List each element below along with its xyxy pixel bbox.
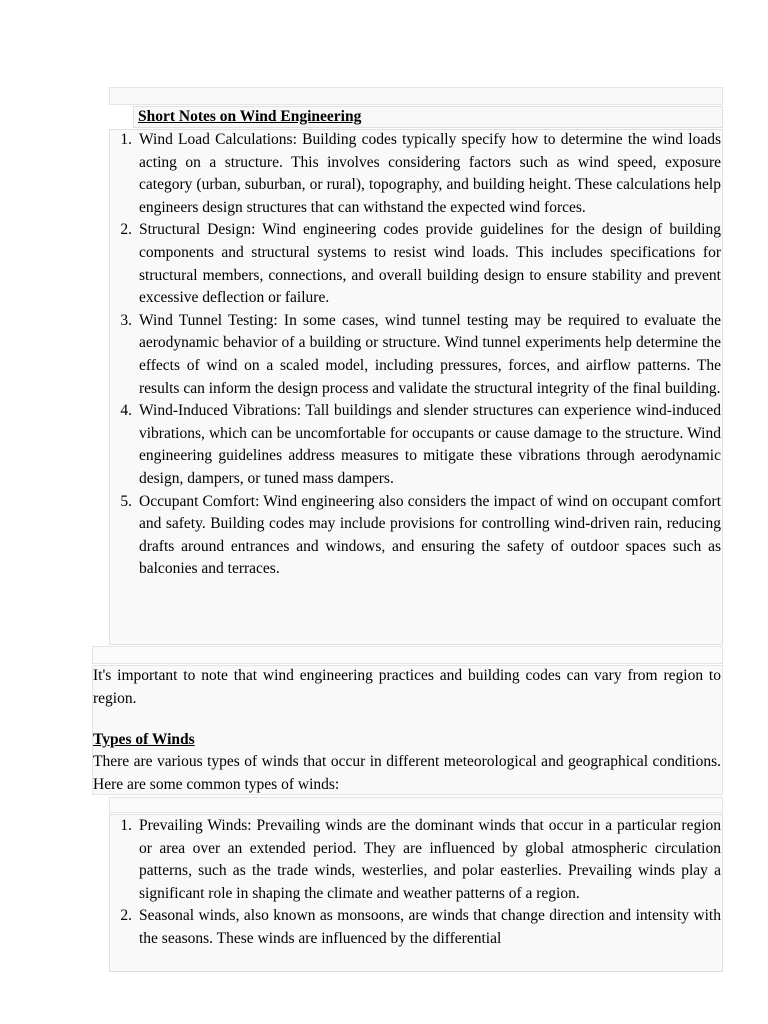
list-item-text: Wind Load Calculations: Building codes typically specify how to determine the wind loads acting on a structure. This involves considering factors such as wind speed, exposure category (urban, suburban, or rural), topography, and building height. These calculations help engineers design structures that can withstand the expected wind forces.	[139, 131, 721, 216]
gap-band	[109, 797, 723, 813]
list-item-number: 5.	[120, 492, 132, 510]
list-item-number: 1.	[120, 817, 132, 834]
list-item-number: 4.	[120, 402, 132, 420]
note-paragraph: It's important to note that wind engineering practices and building codes can vary from region to region.	[93, 667, 721, 707]
wind-types-list	[110, 815, 721, 951]
list-item-text: Wind-Induced Vibrations: Tall buildings and slender structures can experience wind-induced vibrations, which can be uncomfortable for occupants or cause damage to the structure. Wind engineering guidelines address measures to mitigate these vibrations through aerodynamic design, dampers, or tuned mass dampers.	[139, 402, 721, 487]
list-item-number: 3.	[120, 311, 132, 329]
list-item	[110, 219, 721, 309]
list-item-text: Occupant Comfort: Wind engineering also considers the impact of wind on occupant comfort and safety. Building codes may include provisions for controlling wind-driven rain, reducing drafts around entrances and windows, and ensuring the safety of outdoor spaces such as balconies and terraces.	[139, 492, 721, 578]
list-item	[110, 310, 721, 400]
list-item-text: Prevailing Winds: Prevailing winds are the dominant winds that occur in a particular region or area over an extended period. They are influenced by global atmospheric circulation patterns, such as the trade winds, westerlies, and polar easterlies. Prevailing winds play a significant role in shaping the climate and weather patterns of a region.	[139, 817, 721, 902]
list-item	[110, 400, 721, 490]
list-item-text: Structural Design: Wind engineering codes provide guidelines for the design of building components and structural systems to resist wind loads. This includes specifications for structural members, connections, and overall building design to ensure stability and prevent excessive deflection or failure.	[139, 221, 721, 307]
list-item-text: Seasonal winds, also known as monsoons, are winds that change direction and intensity with the seasons. These winds are influenced by the differential	[139, 907, 721, 947]
list-item-number: 1.	[120, 131, 132, 148]
top-band	[109, 87, 723, 105]
list-item	[110, 815, 721, 905]
list-item-text: Wind Tunnel Testing: In some cases, wind tunnel testing may be required to evaluate the aerodynamic behavior of a building or structure. Wind tunnel experiments help determine the effects of wind on a scaled model, including pressures, forces, and airflow patterns. The results can inform the design process and validate the structural integrity of the final building.	[139, 311, 721, 397]
types-heading: Types of Winds	[93, 731, 195, 748]
list-item-number: 2.	[120, 907, 132, 925]
list-item	[110, 129, 721, 219]
document-heading: Short Notes on Wind Engineering	[138, 108, 362, 125]
list-item	[110, 491, 721, 581]
list-item-number: 2.	[120, 221, 132, 239]
list-item	[110, 905, 721, 950]
types-intro: There are various types of winds that occur in different meteorological and geographical conditions. Here are some common types of winds:	[93, 753, 721, 793]
notes-list	[110, 129, 721, 581]
separator-band	[92, 646, 723, 664]
